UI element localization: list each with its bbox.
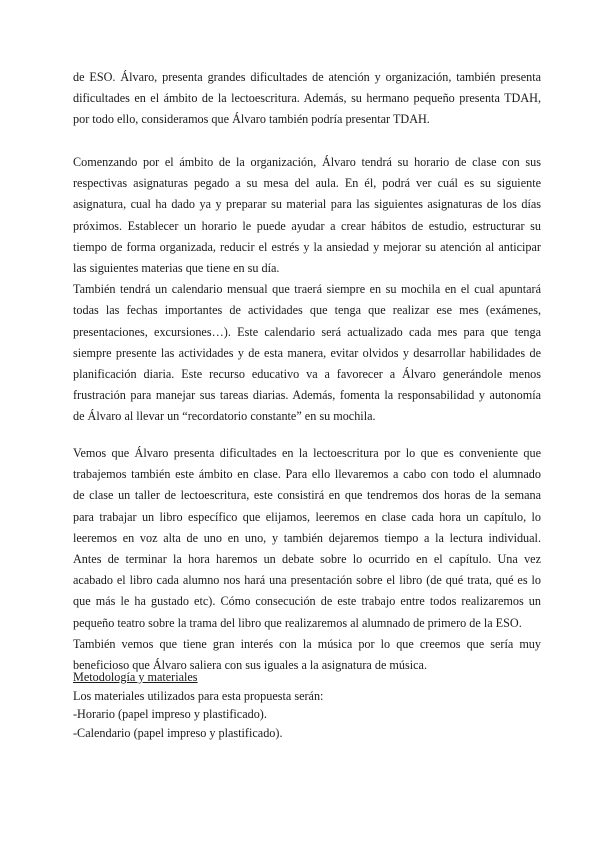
text-line: frustración para manejar sus tareas diarias. Además, fomenta la responsabilidad y autonomía	[73, 388, 541, 403]
text-line: pequeño teatro sobre la trama del libro que realizaremos al alumnado de primero de la ESO.	[73, 615, 522, 630]
text-line: beneficioso que Álvaro saliera con sus iguales a la asignatura de música.	[73, 657, 427, 672]
list-item: -Calendario (papel impreso y plastificado).	[73, 725, 283, 740]
paragraph-organization	[73, 152, 541, 427]
text-line: respectivas asignaturas pegado a su mesa del aula. En él, podrá ver cuál es su siguiente	[73, 176, 541, 191]
text-line: También vemos que tiene gran interés con la música por lo que creemos que sería muy	[73, 636, 541, 651]
text-line: siempre presente las actividades y de esta manera, evitar olvidos y desarrollar habilidades de	[73, 345, 541, 360]
text-line: de clase un taller de lectoescritura, este consistirá en que tendremos dos horas de la semana	[73, 488, 541, 503]
text-line: próximos. Establecer un horario le puede ayudar a crear hábitos de estudio, estructurar su	[73, 218, 541, 233]
text-line: Antes de terminar la hora haremos un debate sobre lo ocurrido en el capítulo. Una vez	[73, 551, 541, 566]
text-line: presentaciones, excursiones…). Este calendario será actualizado cada mes para que tenga	[73, 324, 541, 339]
text-line: También tendrá un calendario mensual que traerá siempre en su mochila en el cual apuntará	[73, 282, 541, 297]
text-line: planificación diaria. Este recurso educativo va a favorecer a Álvaro generándole menos	[73, 366, 541, 381]
text-line: que más le ha gustado etc). Cómo consecución de este trabajo entre todos realizaremos un	[73, 594, 541, 609]
text-line: de ESO. Álvaro, presenta grandes dificultades de atención y organización, también presenta	[73, 70, 541, 84]
paragraph-literacy	[73, 443, 541, 676]
text-line: Comenzando por el ámbito de la organización, Álvaro tendrá su horario de clase con sus	[73, 155, 541, 169]
section-intro: Los materiales utilizados para esta propuesta serán:	[73, 688, 324, 703]
list-item: -Horario (papel impreso y plastificado).	[73, 707, 267, 722]
text-line: las siguientes materias que tiene en su día.	[73, 260, 280, 275]
paragraph-intro	[73, 67, 541, 131]
text-line: todas las fechas importantes de actividades que tenga que realizar ese mes (exámenes,	[73, 303, 541, 318]
text-line: de Álvaro al llevar un “recordatorio constante” en su mochila.	[73, 409, 376, 424]
section-heading: Metodología y materiales	[73, 670, 198, 684]
text-line: acabado el libro cada alumno nos hará una presentación sobre el libro (de qué trata, qué es lo	[73, 573, 541, 588]
text-line: leeremos en voz alta de uno en uno, y también dejaremos tiempo a la lectura individual.	[73, 530, 541, 545]
text-line: tiempo de forma organizada, reducir el estrés y la ansiedad y mejorar su atención al anticipar	[73, 239, 541, 254]
text-line: Vemos que Álvaro presenta dificultades en la lectoescritura por lo que es conveniente que	[73, 446, 541, 460]
text-line: por todo ello, consideramos que Álvaro también podría presentar TDAH.	[73, 112, 430, 127]
text-line: asignatura, cual ha dado ya y preparar su material para las siguientes asignaturas de los días	[73, 197, 541, 212]
section-methodology	[73, 668, 541, 742]
text-line: trabajemos también este ámbito en clase. Para ello llevaremos a cabo con todo el alumnado	[73, 467, 541, 482]
text-line: dificultades en el ámbito de la lectoescritura. Además, su hermano pequeño presenta TDAH,	[73, 91, 541, 106]
text-line: para trabajar un libro específico que elijamos, leeremos en clase cada hora un capítulo, lo	[73, 509, 541, 524]
